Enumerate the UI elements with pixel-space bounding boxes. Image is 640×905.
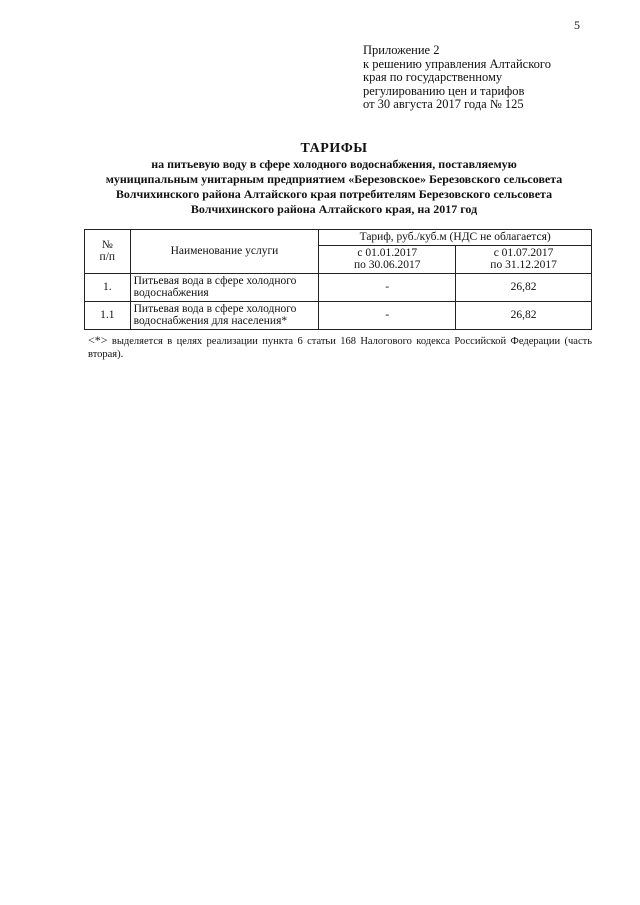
subtitle-line: муниципальным унитарным предприятием «Березовское» Березовского сельсовета xyxy=(105,172,563,186)
subtitle-line: Волчихинского района Алтайского края потребителям Березовского сельсовета xyxy=(115,187,553,201)
table-header-row xyxy=(85,230,592,246)
appendix-line: края по государственному xyxy=(363,70,503,84)
row-service-name: Питьевая вода в сфере холодного водоснабжения xyxy=(130,273,319,301)
header-period-1 xyxy=(319,245,456,273)
row-number: 1.1 xyxy=(85,301,131,329)
period-line: с 01.01.2017 xyxy=(357,246,418,259)
title-main: ТАРИФЫ xyxy=(300,141,368,156)
appendix-line: регулированию цен и тарифов xyxy=(363,83,525,98)
title-subtitle xyxy=(60,157,608,217)
row-tariff-period-2: 26,82 xyxy=(456,301,592,329)
period-line: по 30.06.2017 xyxy=(353,259,421,271)
row-tariff-period-1: - xyxy=(319,301,456,329)
row-service-name: Питьевая вода в сфере холодного водоснабжения для населения* xyxy=(130,301,319,329)
appendix-line: Приложение 2 xyxy=(363,43,440,57)
table-row xyxy=(85,273,592,301)
row-tariff-period-1: - xyxy=(319,273,456,301)
row-tariff-period-2: 26,82 xyxy=(456,273,592,301)
document-title xyxy=(60,140,608,217)
header-service-name: Наименование услуги xyxy=(130,230,319,274)
header-tariff: Тариф, руб./куб.м (НДС не облагается) xyxy=(319,230,592,246)
footnote-text: выделяется в целях реализации пункта 6 статьи 168 Налогового кодекса Российской Федерации (часть вторая). xyxy=(88,336,592,360)
footnote xyxy=(88,334,592,361)
header-number-line: п/п xyxy=(99,251,116,264)
appendix-line: к решению управления Алтайского xyxy=(363,56,551,71)
tariff-table xyxy=(84,229,592,330)
footnote-mark: <*> xyxy=(88,333,108,347)
period-line: с 01.07.2017 xyxy=(493,246,554,259)
header-number xyxy=(85,230,131,274)
appendix-block xyxy=(363,44,603,112)
header-number-line: № xyxy=(101,238,113,251)
row-number: 1. xyxy=(85,273,131,301)
appendix-line: от 30 августа 2017 года № 125 xyxy=(363,97,524,111)
table-row xyxy=(85,301,592,329)
period-line: по 31.12.2017 xyxy=(490,259,557,271)
page-number: 5 xyxy=(574,18,580,32)
subtitle-line: на питьевую воду в сфере холодного водоснабжения, поставляемую xyxy=(151,157,517,171)
header-period-2 xyxy=(456,245,592,273)
subtitle-line: Волчихинского района Алтайского края, на 2017 год xyxy=(190,202,478,216)
